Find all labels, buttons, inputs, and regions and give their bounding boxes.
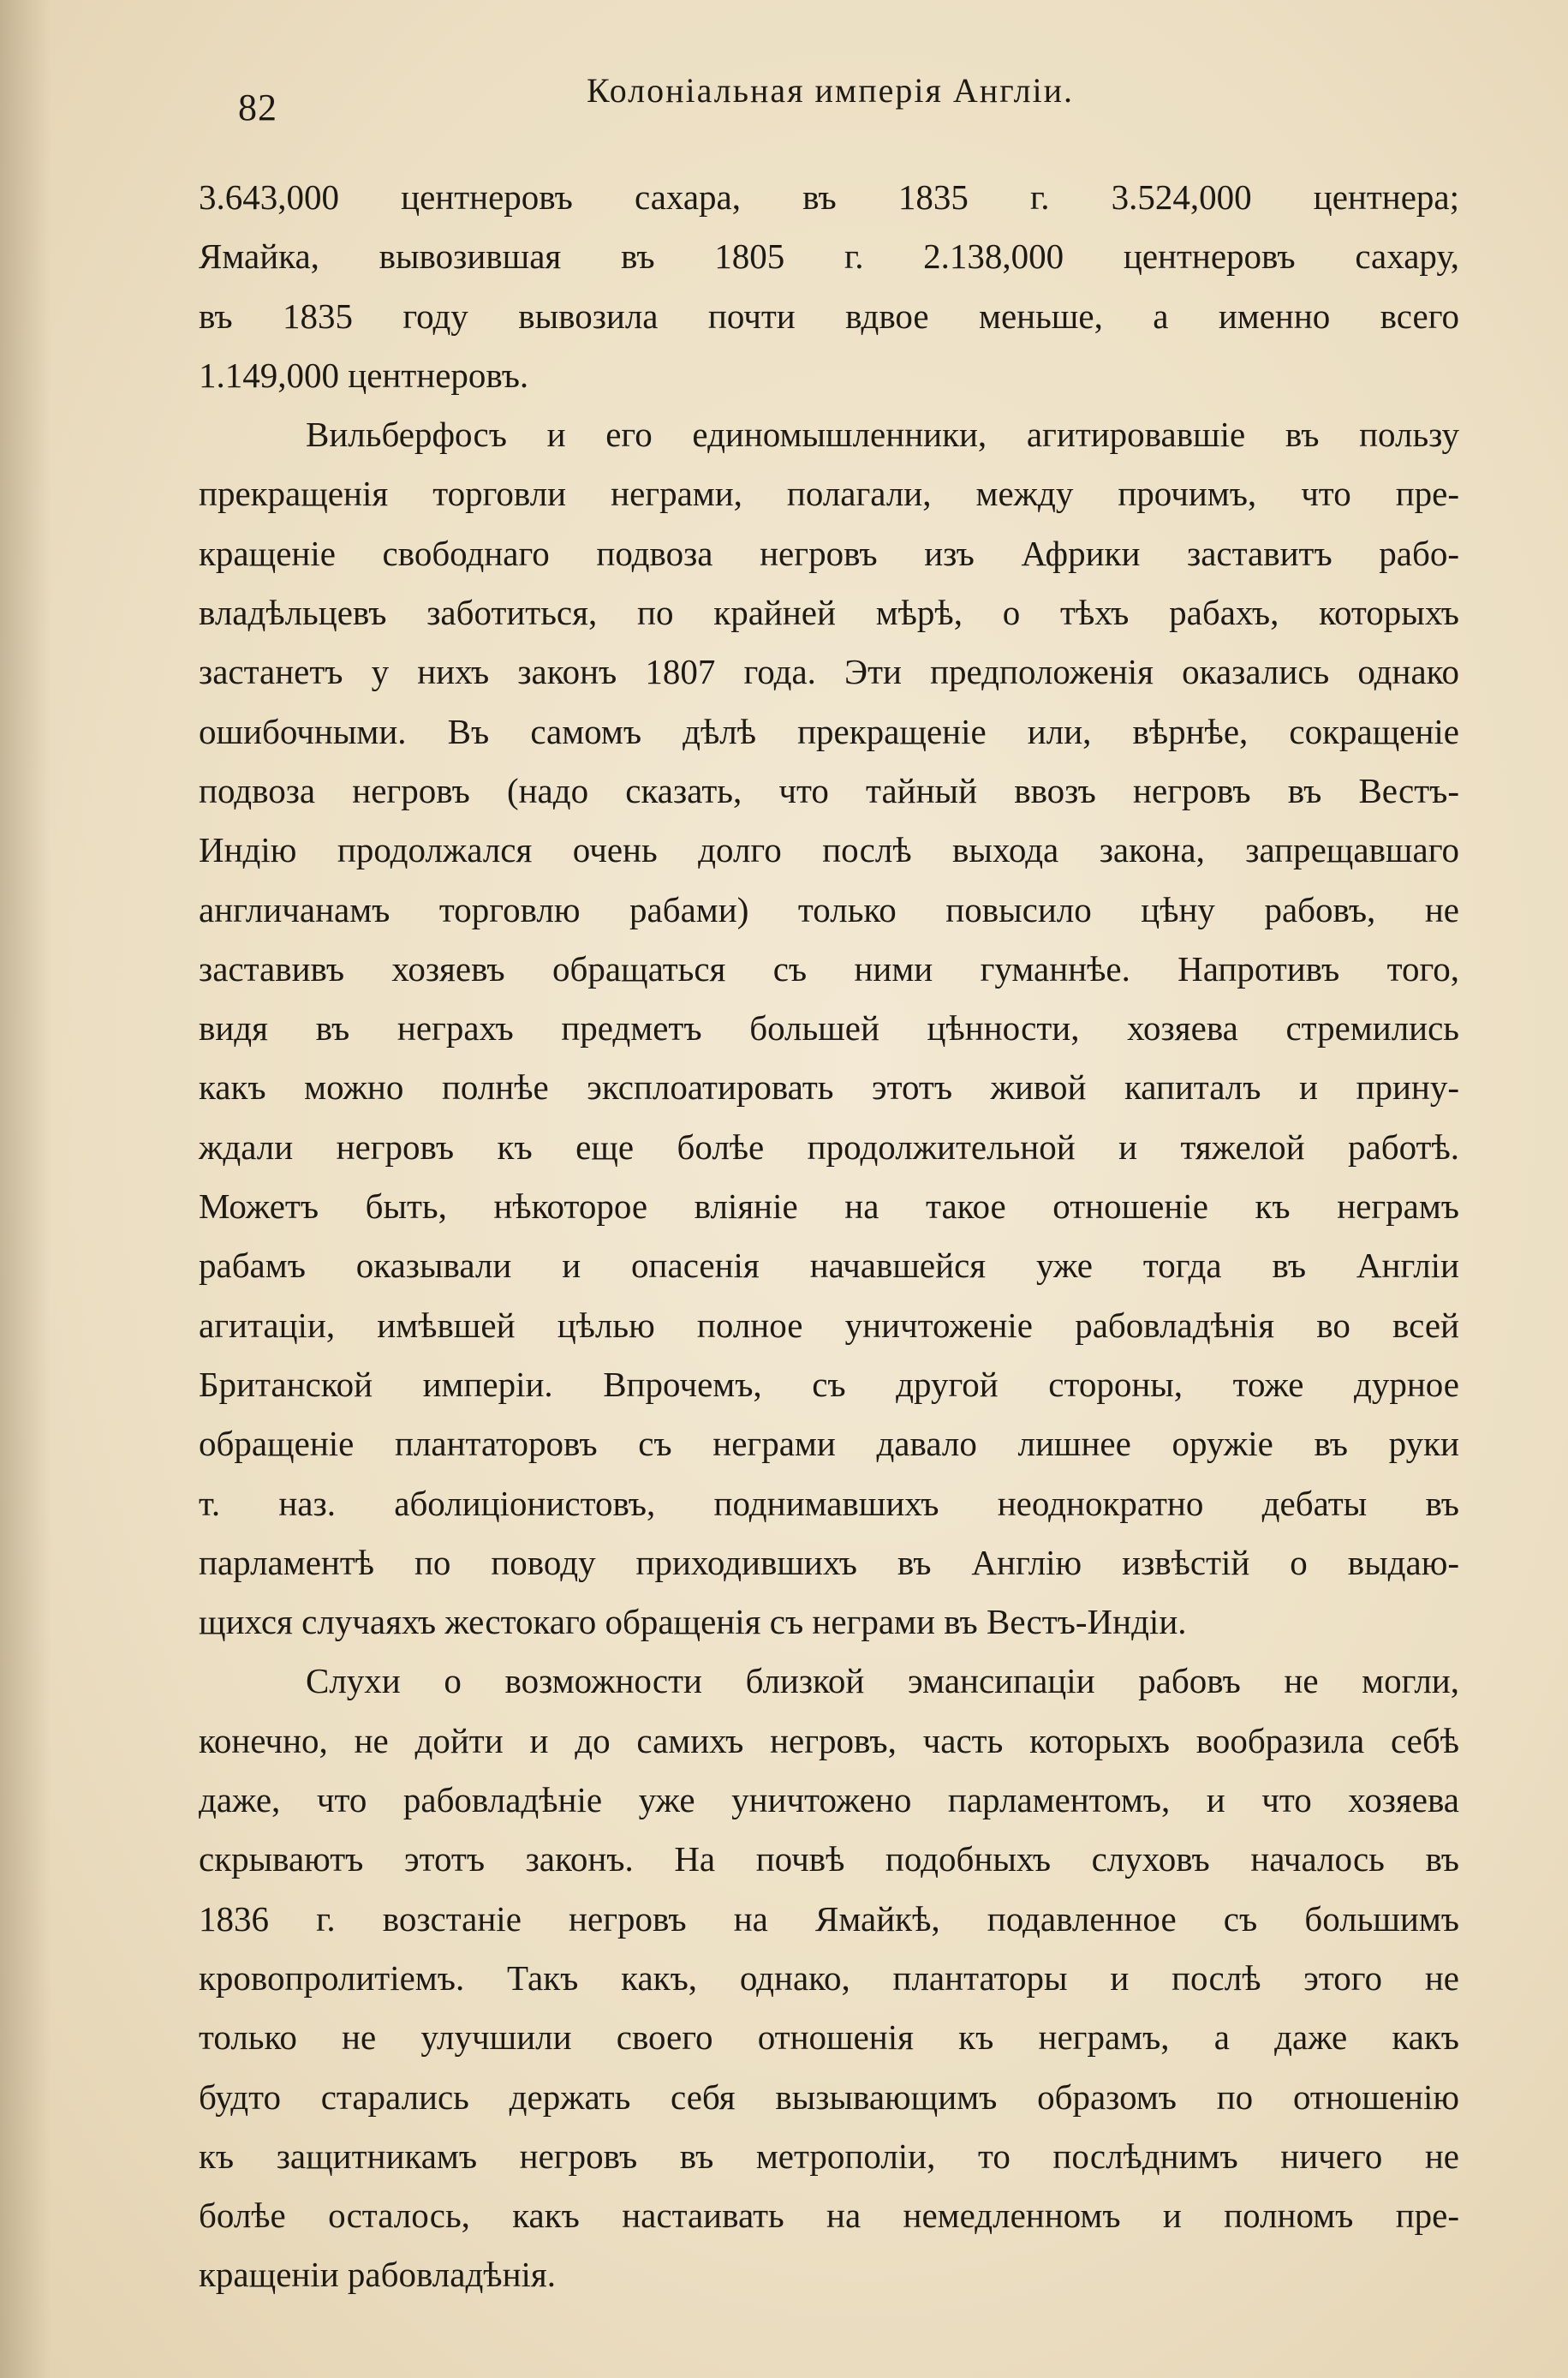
text-line: къ защитникамъ негровъ въ метрополіи, то послѣднимъ ничего не <box>199 2136 1459 2176</box>
page-edge-shadow <box>0 0 51 2378</box>
text-line: ошибочными. Въ самомъ дѣлѣ прекращеніе или, вѣрнѣе, сокращеніе <box>199 711 1459 751</box>
running-head: Колоніальная имперія Англіи. <box>587 71 1075 110</box>
text-line: 1836 г. возстаніе негровъ на Ямайкѣ, подавленное съ большимъ <box>199 1898 1459 1939</box>
text-line: только не улучшили своего отношенія къ неграмъ, а даже какъ <box>199 2017 1459 2058</box>
text-line: агитаціи, имѣвшей цѣлью полное уничтоженіе рабовладѣнія во всей <box>199 1305 1459 1345</box>
text-line: т. наз. аболиціонистовъ, поднимавшихъ неоднократно дебаты въ <box>199 1483 1459 1523</box>
text-line: будто старались держать себя вызывающимъ образомъ по отношенію <box>199 2076 1459 2117</box>
text-line: какъ можно полнѣе эксплоатировать этотъ живой капиталъ и прину- <box>199 1067 1459 1108</box>
text-line: кращеніе свободнаго подвоза негровъ изъ Африки заставитъ рабо- <box>199 533 1459 573</box>
text-line: владѣльцевъ заботиться, по крайней мѣрѣ, о тѣхъ рабахъ, которыхъ <box>199 593 1459 633</box>
text-line: кровопролитіемъ. Такъ какъ, однако, плантаторы и послѣ этого не <box>199 1957 1459 1998</box>
paragraph-first-line: Вильберфосъ и его единомышленники, агитировавшіе въ пользу <box>306 415 1459 455</box>
text-line: конечно, не дойти и до самихъ негровъ, часть которыхъ вообразила себѣ <box>199 1720 1459 1760</box>
body-text <box>199 168 1459 2305</box>
text-line: Можетъ быть, нѣкоторое вліяніе на такое отношеніе къ неграмъ <box>199 1186 1459 1227</box>
paragraph-first-line: Слухи о возможности близкой эмансипаціи рабовъ не могли, <box>306 1661 1459 1701</box>
text-line: Британской имперіи. Впрочемъ, съ другой стороны, тоже дурное <box>199 1364 1459 1404</box>
text-line: заставивъ хозяевъ обращаться съ ними гуманнѣе. Напротивъ того, <box>199 948 1459 989</box>
text-line: скрываютъ этотъ законъ. На почвѣ подобныхъ слуховъ началось въ <box>199 1839 1459 1879</box>
text-line: даже, что рабовладѣніе уже уничтожено парламентомъ, и что хозяева <box>199 1780 1459 1820</box>
text-line: щихся случаяхъ жестокаго обращенія съ неграми въ Вестъ-Индіи. <box>199 1602 1187 1642</box>
text-line: ждали негровъ къ еще болѣе продолжительной и тяжелой работѣ. <box>199 1126 1459 1167</box>
text-line: 1.149,000 центнеровъ. <box>199 355 529 395</box>
text-line: прекращенія торговли неграми, полагали, между прочимъ, что пре- <box>199 474 1459 514</box>
text-line: подвоза негровъ (надо сказать, что тайный ввозъ негровъ въ Вестъ- <box>199 770 1459 810</box>
text-line: 3.643,000 центнеровъ сахара, въ 1835 г. 3.524,000 центнера; <box>199 177 1459 217</box>
page-number: 82 <box>238 87 277 128</box>
text-line: парламентѣ по поводу приходившихъ въ Англію извѣстій о выдаю- <box>199 1542 1459 1582</box>
text-line: кращеніи рабовладѣнія. <box>199 2255 557 2295</box>
text-line: видя въ неграхъ предметъ большей цѣнности, хозяева стремились <box>199 1008 1459 1049</box>
text-line: Индію продолжался очень долго послѣ выхода закона, запрещавшаго <box>199 830 1459 870</box>
text-line: англичанамъ торговлю рабами) только повысило цѣну рабовъ, не <box>199 889 1459 929</box>
text-line: застанетъ у нихъ законъ 1807 года. Эти предположенія оказались однако <box>199 652 1459 692</box>
text-line: Ямайка, вывозившая въ 1805 г. 2.138,000 центнеровъ сахару, <box>199 236 1459 277</box>
text-line: рабамъ оказывали и опасенія начавшейся уже тогда въ Англіи <box>199 1246 1459 1286</box>
text-line: обращеніе плантаторовъ съ неграми давало лишнее оружіе въ руки <box>199 1424 1459 1464</box>
text-line: болѣе осталось, какъ настаивать на немедленномъ и полномъ пре- <box>199 2196 1459 2236</box>
text-line: въ 1835 году вывозила почти вдвое меньше, а именно всего <box>199 296 1459 336</box>
